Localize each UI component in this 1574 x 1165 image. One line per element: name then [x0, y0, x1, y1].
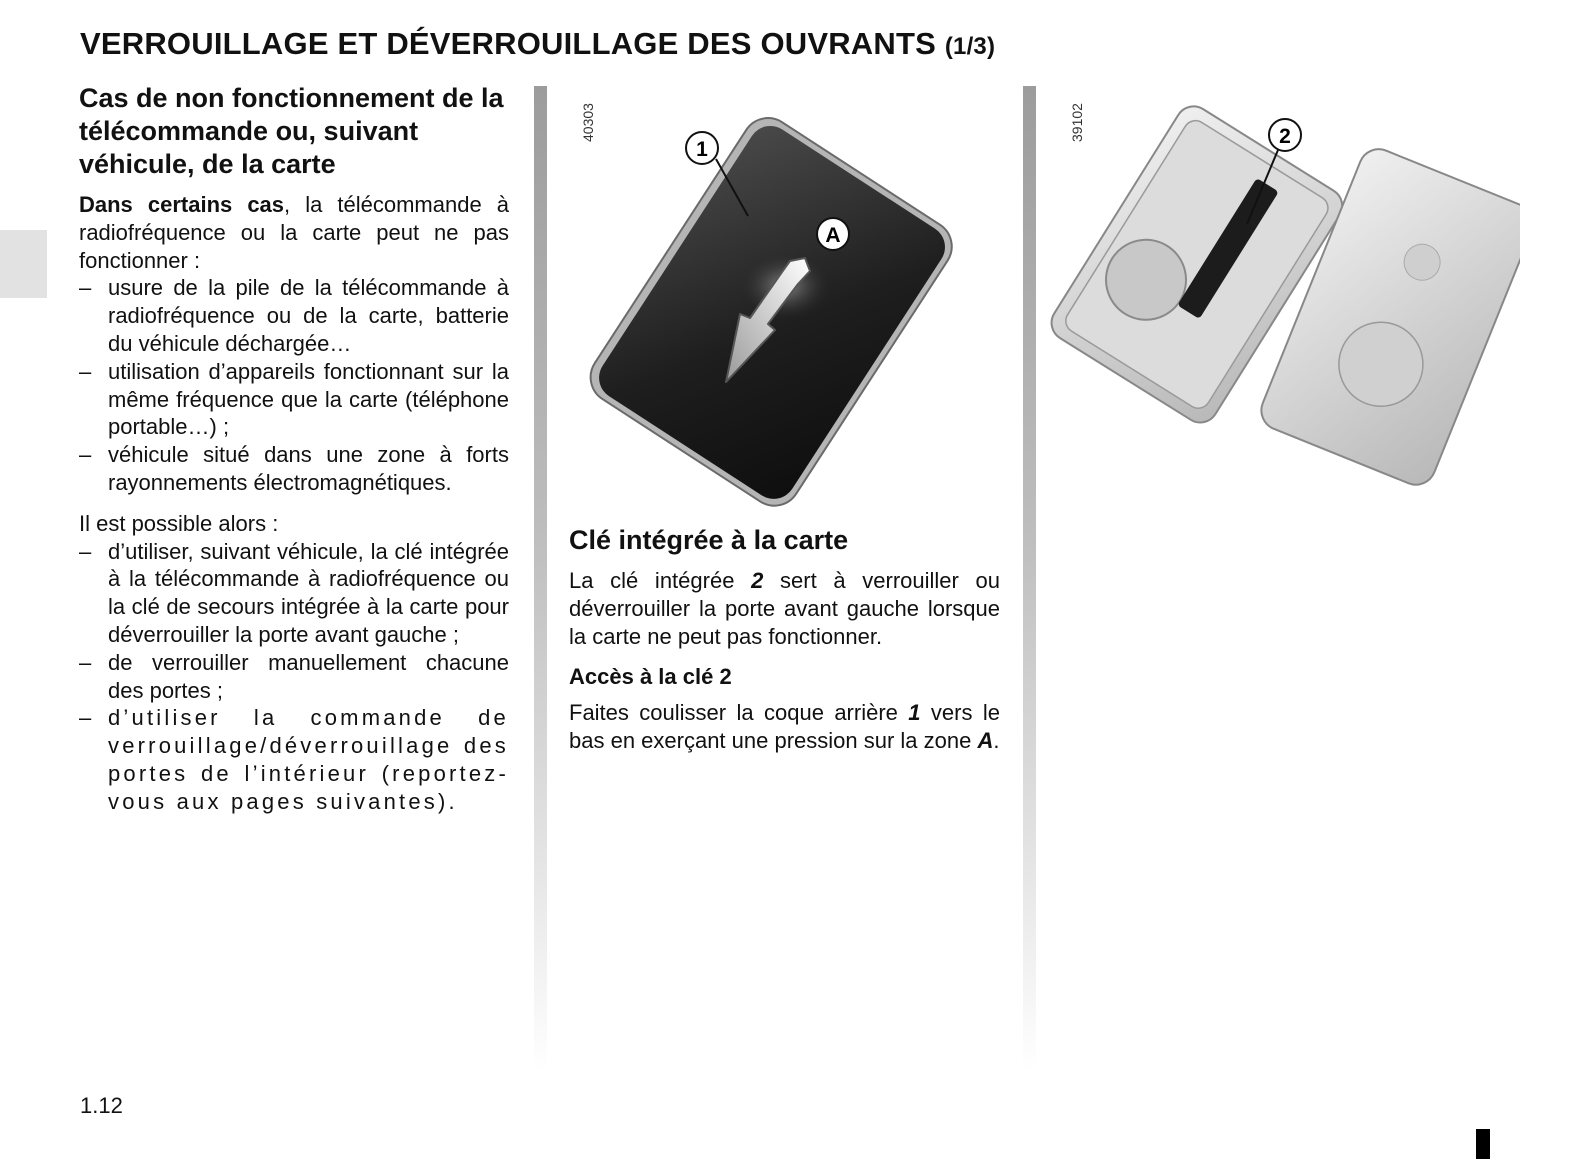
intro-bold-text: Dans certains cas	[79, 192, 285, 217]
possible-intro: Il est possible alors :	[79, 510, 279, 536]
list-item: – d’utiliser, suivant véhicule, la clé intégrée à la télécommande à radiofréquence ou la clé de secours intégrée à la carte pour déverrouiller la porte avant gauche ;	[79, 538, 509, 649]
callout-1-label: 1	[696, 138, 708, 161]
list-item: – de verrouiller manuellement chacune des portes ;	[79, 649, 509, 705]
text-run: sert à verrouiller ou déverrouiller la porte avant gauche lorsque la carte ne peut pas fonctionner.	[569, 568, 1000, 649]
access-paragraph	[569, 699, 1000, 755]
integrated-key-paragraph	[569, 567, 1000, 650]
list-item: – d’utiliser la commande de verrouillage/déverrouillage des portes de l’intérieur (reportez-vous aux pages suivantes).	[79, 704, 509, 815]
text-run: .	[993, 728, 1000, 754]
middle-column	[569, 524, 1000, 755]
subheading-access-key: Accès à la clé 2	[569, 664, 732, 690]
text-run: Faites coulisser la coque arrière	[569, 700, 909, 726]
column-divider-right	[1023, 86, 1036, 1071]
text-run: La clé intégrée	[569, 568, 752, 593]
intro-text: , la télécommande à radiofréquence ou la carte peut ne pas fonctionner :	[79, 192, 510, 273]
section-tab	[0, 230, 47, 298]
column-divider-left	[534, 86, 547, 1071]
integrated-key-figure	[1050, 86, 1520, 506]
title-text: VERROUILLAGE ET DÉVERROUILLAGE DES OUVRANTS	[80, 26, 936, 61]
list-item: – véhicule situé dans une zone à forts rayonnements électromagnétiques.	[79, 441, 509, 497]
section-heading-malfunction: Cas de non fonctionnement de la télécommande ou, suivant véhicule, de la carte	[79, 83, 504, 179]
figure-code-39102: 39102	[1069, 103, 1085, 142]
end-of-section-mark	[1476, 1129, 1490, 1159]
intro-paragraph	[79, 191, 509, 274]
card-back-shell-figure	[560, 86, 1015, 516]
callout-2-label: 2	[1279, 125, 1291, 148]
actions-list	[79, 538, 509, 816]
text-run: vers le bas en exerçant une pression sur la zone	[569, 700, 1000, 754]
title-page-indicator: (1/3)	[944, 33, 996, 60]
ref-2: 2	[751, 568, 764, 593]
figure-code-40303: 40303	[580, 103, 596, 142]
page-title	[80, 26, 995, 62]
causes-list	[79, 274, 509, 496]
list-item: – utilisation d’appareils fonctionnant sur la même fréquence que la carte (téléphone portable…) ;	[79, 358, 509, 441]
ref-1: 1	[908, 700, 921, 726]
ref-a: A	[977, 728, 994, 754]
callout-a-label: A	[825, 224, 841, 247]
left-column	[79, 82, 509, 816]
list-item: – usure de la pile de la télécommande à radiofréquence ou de la carte, batterie du véhicule déchargée…	[79, 274, 509, 357]
section-heading-integrated-key: Clé intégrée à la carte	[569, 525, 849, 555]
page-number: 1.12	[80, 1093, 123, 1118]
